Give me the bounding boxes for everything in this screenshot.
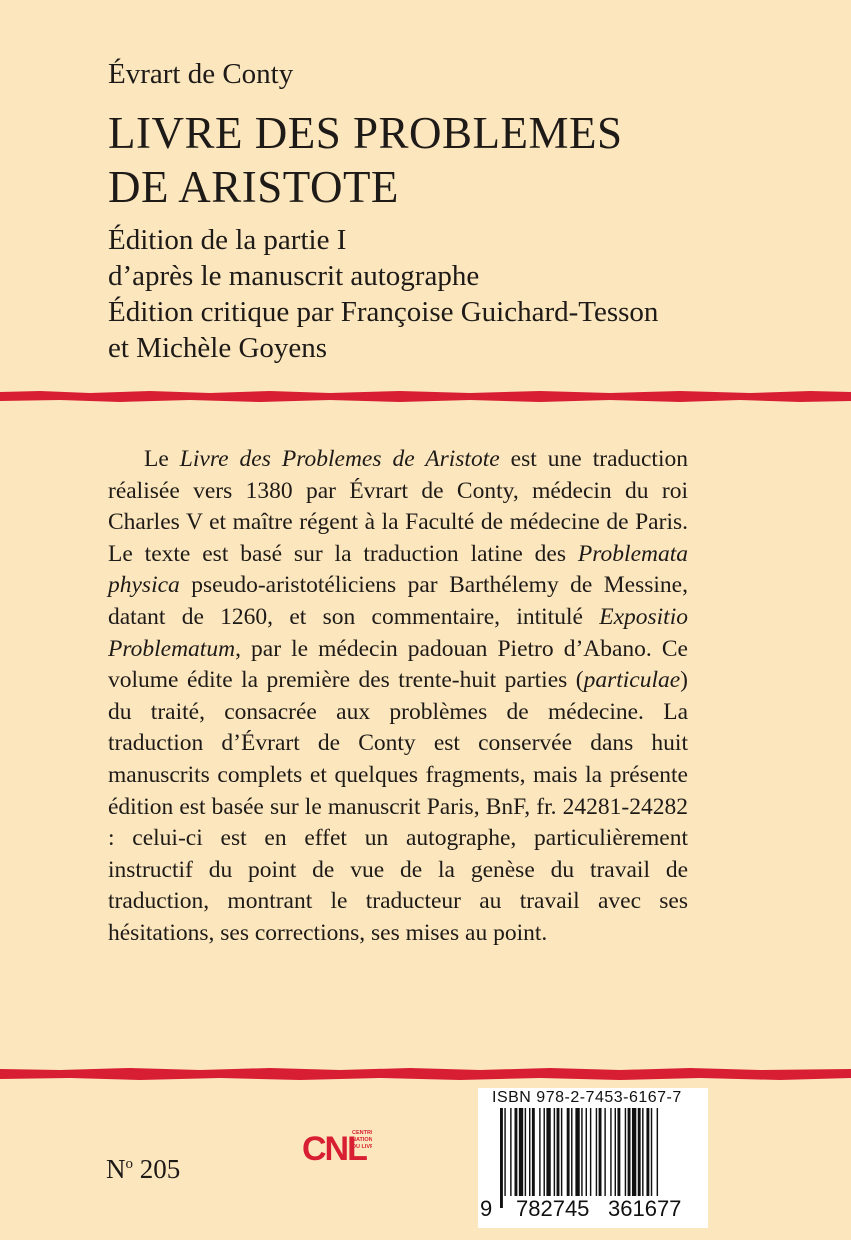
barcode-bar [504, 1108, 505, 1196]
barcode-bar [646, 1108, 649, 1196]
cnl-logo-line-2: NATION [352, 1137, 372, 1143]
barcode-bar [604, 1108, 605, 1196]
author-name: Évrart de Conty [108, 58, 294, 90]
barcode-bar [571, 1108, 572, 1196]
barcode-bar [642, 1108, 643, 1196]
barcode-bars [478, 1108, 708, 1208]
edition-info [108, 222, 658, 366]
barcode-digits-right: 361677 [608, 1196, 682, 1221]
barcode-bar [617, 1108, 620, 1196]
barcode-bar [625, 1108, 626, 1196]
barcode-bar [632, 1108, 636, 1196]
barcode-bar [515, 1108, 518, 1196]
barcode-bar [651, 1108, 652, 1196]
series-number: $N^o$ 205 [106, 1154, 181, 1184]
cnl-logo-letters: CNL [302, 1130, 366, 1168]
barcode-bar [599, 1108, 602, 1196]
cnl-logo-line-3: DU LIV [352, 1144, 371, 1150]
barcode-bar [529, 1108, 530, 1196]
book-title-line-2: DE ARISTOTE [108, 162, 399, 212]
barcode-bar [638, 1108, 641, 1196]
barcode-digits-left: 782745 [516, 1196, 590, 1221]
barcode-bar [590, 1108, 591, 1196]
barcode-bar [657, 1108, 658, 1208]
edition-line-3: Édition critique par Françoise Guichard-Tesson [108, 296, 659, 328]
barcode-bar [525, 1108, 526, 1196]
blurb-paragraph: Le Livre des Problemes de Aristote est une traduction réalisée vers 1380 par Évrart de Conty, médecin du roi Charles V et maître régent à la Faculté de médecine de Paris. Le texte est basé sur la traduction latine des Problemata physica pseudo-aristotéliciens par Barthélemy de Messine, datant de 1260, et son commentaire, intitulé Expositio Problematum, par le médecin padouan Pietro d’Abano. Ce volume édite la première des trente-huit parties (particulae) du traité, consacrée aux problèmes de médecine. La traduction d’Évrart de Conty est conservée dans huit manuscrits complets et quelques fragments, mais la présente édition est basée sur le manuscrit Paris, BnF, fr. 24281-24282 : celui-ci est en effet un autographe, particulièrement instructif du point de vue de la genèse du travail de traduction, montrant le traducteur au travail avec ses hésitations, ses corrections, ses mises au point. [108, 446, 688, 946]
barcode-bar [567, 1108, 570, 1196]
book-title [108, 106, 623, 214]
barcode-bar [544, 1108, 545, 1196]
barcode-bar [610, 1108, 611, 1196]
barcode-bar [500, 1108, 503, 1208]
edition-line-2: d’après le manuscrit autographe [108, 260, 480, 292]
cnl-logo [302, 1122, 372, 1168]
edition-line-1: Édition de la partie I [108, 224, 347, 256]
red-rule-top [0, 388, 851, 404]
barcode-bar [519, 1108, 523, 1196]
barcode-bar [575, 1108, 579, 1196]
book-title-line-1: LIVRE DES PROBLEMES [108, 108, 623, 158]
barcode-bar [510, 1108, 511, 1196]
barcode-bar [586, 1108, 587, 1196]
barcode-bar [557, 1108, 560, 1196]
barcode-digit-first: 9 [480, 1196, 493, 1221]
barcode-bar [596, 1108, 597, 1196]
red-rule-bottom [0, 1066, 851, 1082]
edition-line-4: et Michèle Goyens [108, 332, 328, 364]
barcode-bar [581, 1108, 582, 1208]
isbn-label: ISBN 978-2-7453-6167-7 [492, 1089, 682, 1106]
barcode-bar [615, 1108, 616, 1196]
barcode-bar [628, 1108, 631, 1196]
barcode-bar [539, 1108, 540, 1196]
barcode-bar [554, 1108, 555, 1196]
barcode-bar [561, 1108, 562, 1196]
isbn-barcode [478, 1088, 708, 1228]
barcode-bar [546, 1108, 550, 1196]
cnl-logo-line-1: CENTR [352, 1130, 371, 1136]
barcode-bar [532, 1108, 535, 1196]
